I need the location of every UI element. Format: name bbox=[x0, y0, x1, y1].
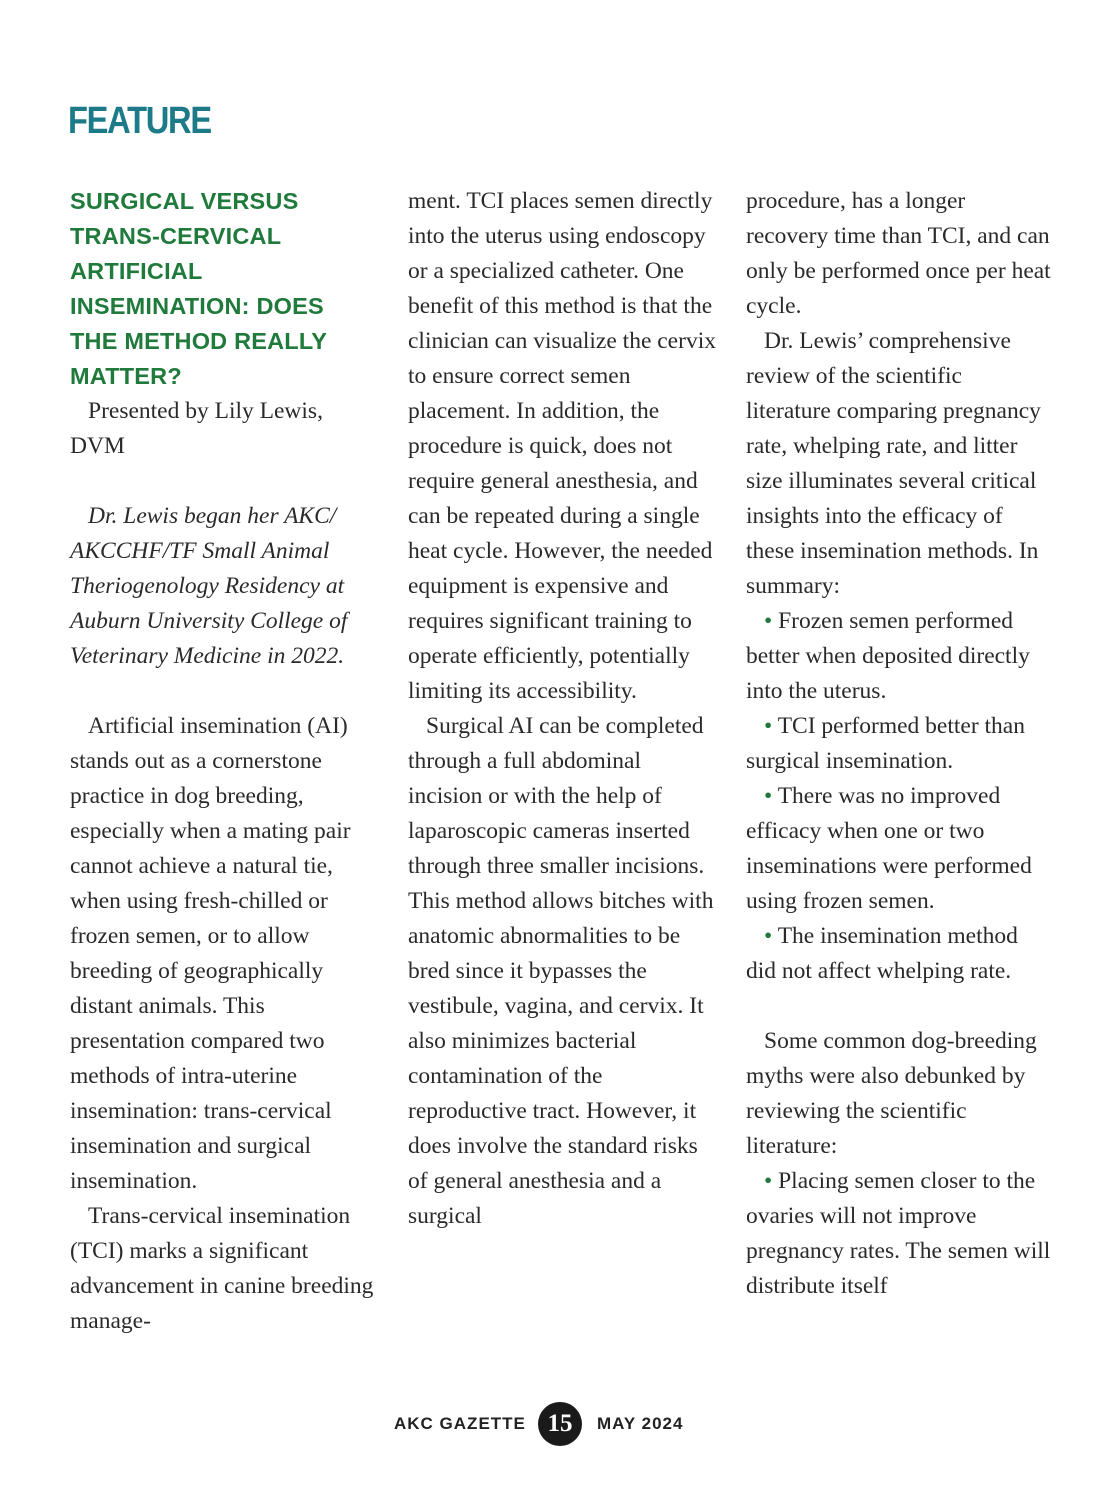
article-headline bbox=[70, 184, 382, 394]
headline-line: ARTIFICIAL bbox=[70, 258, 203, 284]
byline: Presented by Lily Lewis, DVM bbox=[70, 398, 323, 459]
list-item-text: The insemination method did not affect whelping rate. bbox=[746, 923, 1018, 984]
section-label: FEATURE bbox=[68, 100, 211, 142]
page-footer bbox=[0, 1402, 1120, 1446]
list-item-text: Placing semen closer to the ovaries will not improve pregnancy rates. The semen will distribute itself bbox=[746, 1168, 1051, 1299]
article-column-3 bbox=[746, 184, 1052, 1304]
headline-line: INSEMINATION: DOES bbox=[70, 293, 324, 319]
body-paragraph: Surgical AI can be completed through a full abdominal incision or with the help of laparoscopic cameras inserted through three smaller incisions. This method allows bitches with anatomic abnormalities to be bred since it bypasses the vestibule, vagina, and cervix. It also minimizes bacterial contamination of the reproductive tract. However, it does involve the standard risks of general anesthesia and a surgical bbox=[408, 713, 714, 1229]
body-paragraph: Dr. Lewis’ comprehensive review of the scientific literature comparing pregnancy rate, whelping rate, and litter size illuminates several critical insights into the efficacy of these insemination methods. In summary: bbox=[746, 328, 1041, 599]
list-item bbox=[746, 709, 1052, 779]
list-item-text: TCI performed better than surgical insemination. bbox=[746, 713, 1025, 774]
issue-date: MAY 2024 bbox=[597, 1414, 684, 1433]
body-paragraph: procedure, has a longer recovery time than TCI, and can only be performed once per heat cycle. bbox=[746, 188, 1051, 319]
headline-line: THE METHOD REALLY bbox=[70, 328, 328, 354]
list-item bbox=[746, 604, 1052, 709]
author-bio: Dr. Lewis began her AKC/ AKCCHF/TF Small Animal Theriogenology Residency at Auburn University College of Veterinary Medicine in 2022. bbox=[70, 503, 348, 669]
myth-list bbox=[746, 1164, 1052, 1304]
body-paragraph: ment. TCI places semen directly into the uterus using endoscopy or a specialized catheter. One benefit of this method is that the clinician can visualize the cervix to ensure correct semen placement. In addition, the procedure is quick, does not require general anesthesia, and can be repeated during a single heat cycle. However, the needed equipment is expensive and requires significant training to operate efficiently, potentially limiting its accessibility. bbox=[408, 188, 716, 704]
body-paragraph: Trans-cervical insemination (TCI) marks a significant advancement in canine breeding manage- bbox=[70, 1203, 374, 1334]
summary-list bbox=[746, 604, 1052, 989]
body-paragraph: Some common dog-breeding myths were also debunked by reviewing the scientific literature: bbox=[746, 1028, 1037, 1159]
headline-line: MATTER? bbox=[70, 363, 182, 389]
bullet-icon: • bbox=[764, 713, 773, 739]
bullet-icon: • bbox=[764, 1168, 773, 1194]
body-paragraph: Artificial insemination (AI) stands out as a cornerstone practice in dog breeding, especially when a mating pair cannot achieve a natural tie, when using fresh-chilled or frozen semen, or to allow breeding of geographically distant animals. This presentation compared two methods of intra-uterine insemination: trans-cervical insemination and surgical insemination. bbox=[70, 713, 351, 1194]
article-column-2 bbox=[408, 184, 720, 1234]
article-column-1 bbox=[70, 184, 382, 1339]
headline-line: TRANS-CERVICAL bbox=[70, 223, 282, 249]
list-item-text: There was no improved efficacy when one or two inseminations were performed using frozen semen. bbox=[746, 783, 1032, 914]
list-item bbox=[746, 919, 1052, 989]
bullet-icon: • bbox=[764, 783, 773, 809]
bullet-icon: • bbox=[764, 923, 773, 949]
headline-line: SURGICAL VERSUS bbox=[70, 188, 299, 214]
bullet-icon: • bbox=[764, 608, 773, 634]
page-number: 15 bbox=[538, 1402, 582, 1446]
publication-name: AKC GAZETTE bbox=[394, 1414, 526, 1433]
list-item-text: Frozen semen performed better when deposited directly into the uterus. bbox=[746, 608, 1030, 704]
list-item bbox=[746, 1164, 1052, 1304]
list-item bbox=[746, 779, 1052, 919]
